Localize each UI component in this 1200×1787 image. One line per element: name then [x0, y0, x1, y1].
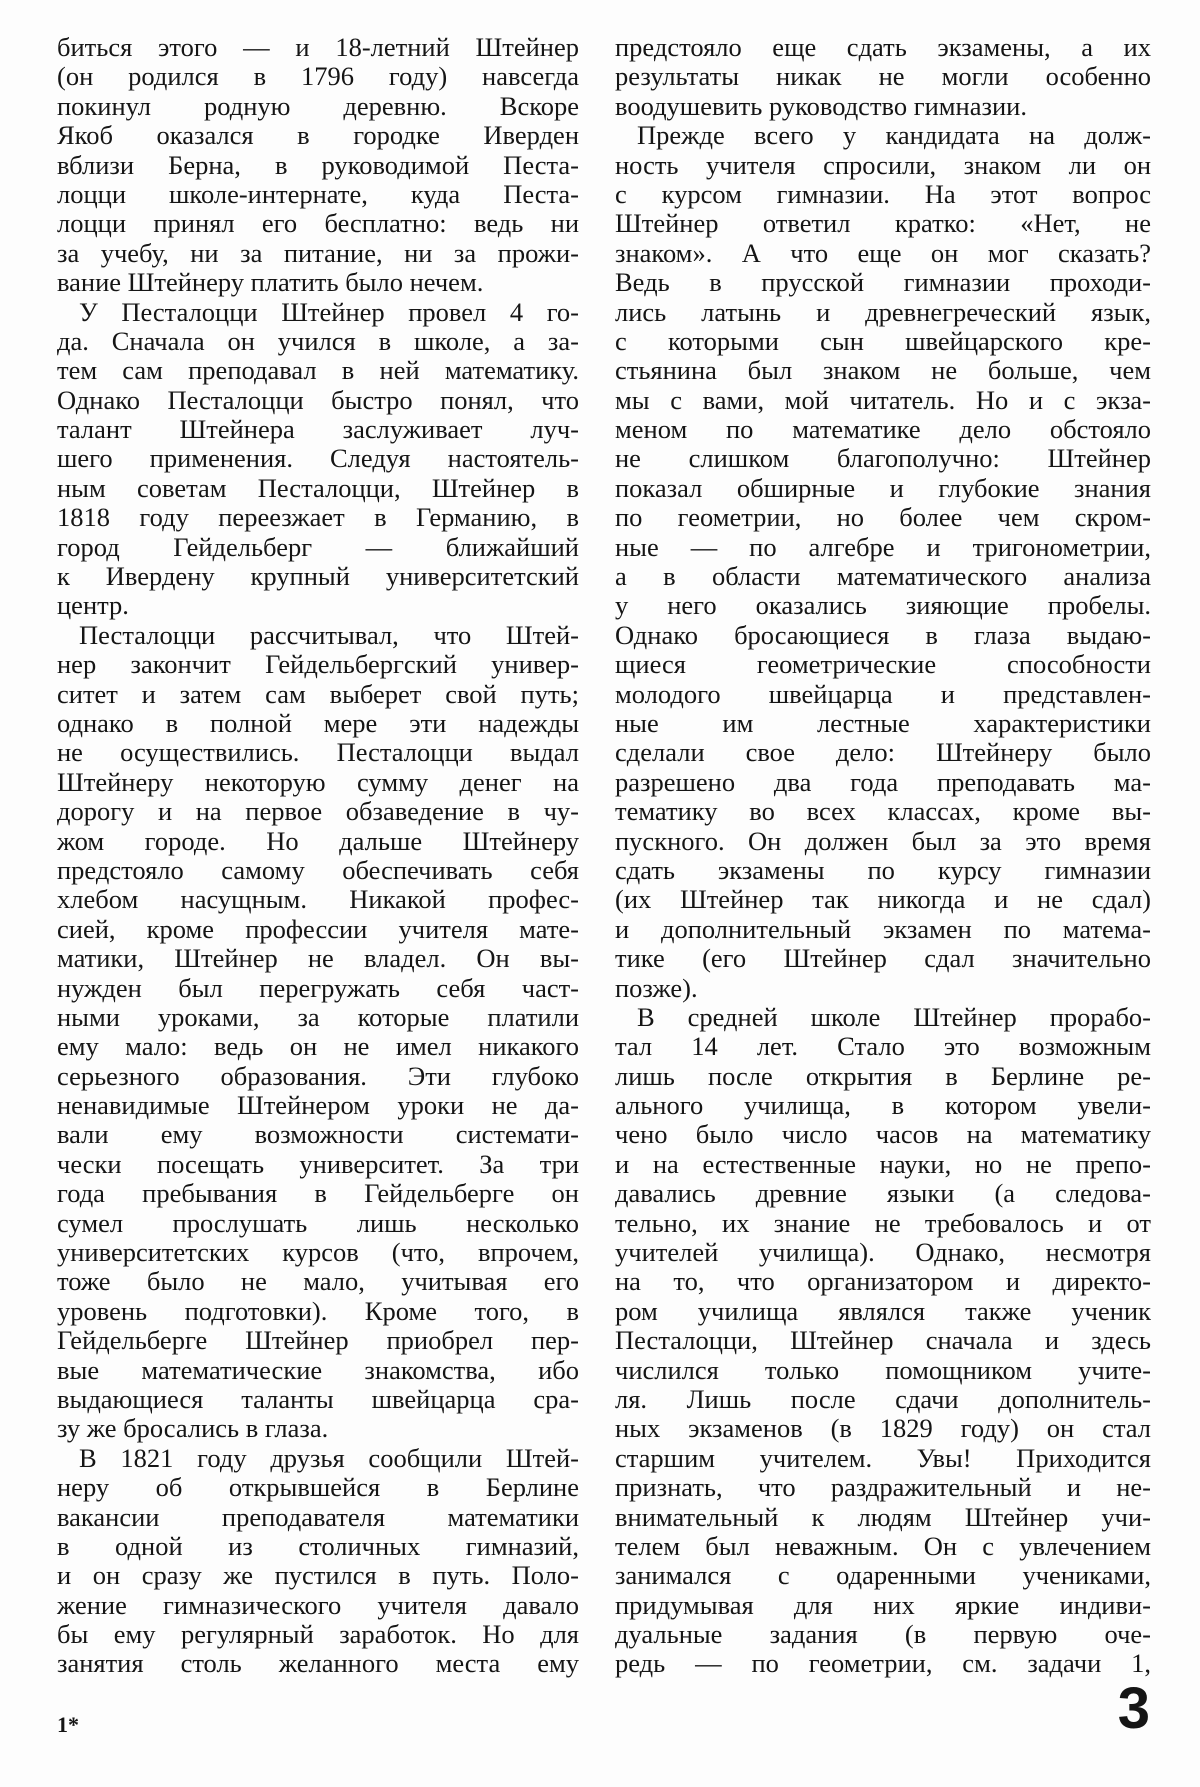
text-line: дуальные задания (в первую оче- [615, 1619, 1151, 1650]
text-line: щиеся геометрические способности [615, 649, 1151, 680]
paragraph [615, 1003, 1151, 1679]
text-line: В 1821 году друзья сообщили Штей- [79, 1442, 579, 1473]
paragraph [57, 33, 579, 298]
text-line: позже). [615, 972, 698, 1003]
text-line: У Песталоцци Штейнер провел 4 го- [79, 296, 579, 327]
text-line: на то, что организатором и директо- [615, 1266, 1151, 1297]
text-line: серьезного образования. Эти глубоко [57, 1060, 579, 1091]
text-line: телем был неважным. Он с увлечением [615, 1530, 1151, 1561]
text-line: ность учителя спросили, знаком ли он [615, 149, 1151, 180]
text-line: (он родился в 1796 году) навсегда [57, 61, 579, 92]
text-line: признать, что раздражительный и не- [615, 1472, 1151, 1503]
text-line: Песталоцци рассчитывал, что Штей- [79, 619, 579, 650]
text-line: шего применения. Следуя настоятель- [57, 443, 579, 474]
text-line: тал 14 лет. Стало это возможным [615, 1031, 1151, 1062]
text-line: результаты никак не могли особенно [615, 61, 1151, 92]
text-line: воодушевить руководство гимназии. [615, 90, 1027, 121]
text-line: лись латынь и древнегреческий язык, [615, 296, 1151, 327]
text-line: разрешено два года преподавать ма- [615, 766, 1151, 797]
text-line: тематику во всех классах, кроме вы- [615, 796, 1151, 827]
text-line: лоцци школе-интернате, куда Песта- [57, 178, 579, 209]
signature-mark: 1* [57, 1712, 79, 1737]
text-line: вые математические знакомства, ибо [57, 1354, 579, 1385]
text-line: по геометрии, но более чем скром- [615, 502, 1151, 533]
text-line: знаком». А что еще он мог сказать? [615, 237, 1151, 268]
text-line: чено было число часов на математику [615, 1119, 1151, 1150]
text-line: придумывая для них яркие индиви- [615, 1589, 1151, 1620]
text-line: Песталоцци, Штейнер сначала и здесь [615, 1325, 1151, 1356]
text-line: давались древние языки (а следова- [615, 1178, 1151, 1209]
text-line: стьянина был знаком не больше, чем [615, 355, 1151, 386]
text-line: ля. Лишь после сдачи дополнитель- [615, 1383, 1151, 1414]
text-line: в одной из столичных гимназий, [57, 1530, 579, 1561]
text-line: матики, Штейнер не владел. Он вы- [57, 943, 579, 974]
text-line: ситет и затем сам выберет свой путь; [57, 678, 579, 709]
text-line: покинул родную деревню. Вскоре [57, 90, 579, 121]
text-line: Гейдельберге Штейнер приобрел пер- [57, 1325, 579, 1356]
text-line: внимательный к людям Штейнер учи- [615, 1501, 1151, 1532]
text-line: нер закончит Гейдельбергский универ- [57, 649, 579, 680]
text-line: и он сразу же пустился в путь. Поло- [57, 1560, 579, 1591]
paragraph [57, 621, 579, 1444]
text-line: ными уроками, за которые платили [57, 1001, 579, 1032]
text-line: показал обширные и глубокие знания [615, 472, 1151, 503]
text-line: Штейнеру некоторую сумму денег на [57, 766, 579, 797]
text-line: занимался с одаренными учениками, [615, 1560, 1151, 1591]
paragraph [615, 121, 1151, 1003]
text-line: редь — по геометрии, см. задачи 1, [615, 1648, 1151, 1679]
text-line: Однако Песталоцци быстро понял, что [57, 384, 579, 415]
text-line: жом городе. Но дальше Штейнеру [57, 825, 579, 856]
text-line: хлебом насущным. Никакой профес- [57, 884, 579, 915]
text-line: не слишком благополучно: Штейнер [615, 443, 1151, 474]
text-line: тике (его Штейнер сдал значительно [615, 943, 1151, 974]
text-line: вание Штейнеру платить было нечем. [57, 267, 484, 298]
text-line: университетских курсов (что, впрочем, [57, 1237, 579, 1268]
text-line: пускного. Он должен был за это время [615, 825, 1151, 856]
text-line: тельно, их знание не требовалось и от [615, 1207, 1151, 1238]
column-right [615, 33, 1151, 1679]
paragraph [57, 1444, 579, 1679]
text-line: ненавидимые Штейнером уроки не да- [57, 1090, 579, 1121]
text-line: учителей училища). Однако, несмотря [615, 1237, 1151, 1268]
text-line: мы с вами, мой читатель. Но и с экза- [615, 384, 1151, 415]
column-left [57, 33, 579, 1679]
text-line: дорогу и на первое обзаведение в чу- [57, 796, 579, 827]
text-line: (их Штейнер так никогда и не сдал) [615, 884, 1151, 915]
text-line: однако в полной мере эти надежды [57, 707, 579, 738]
text-line: Однако бросающиеся в глаза выдаю- [615, 619, 1151, 650]
text-line: и дополнительный экзамен по матема- [615, 913, 1151, 944]
text-line: Прежде всего у кандидата на долж- [637, 120, 1151, 151]
text-line: вали ему возможности системати- [57, 1119, 579, 1150]
text-line: нужден был перегружать себя част- [57, 972, 579, 1003]
text-line: а в области математического анализа [615, 561, 1151, 592]
text-line: 1818 году переезжает в Германию, в [57, 502, 579, 533]
text-line: тем сам преподавал в ней математику. [57, 355, 579, 386]
paragraph [57, 298, 579, 621]
text-line: В средней школе Штейнер прорабо- [637, 1001, 1151, 1032]
page-number: 3 [1117, 1676, 1150, 1741]
text-line: выдающиеся таланты швейцарца сра- [57, 1383, 579, 1414]
text-line: меном по математике дело обстояло [615, 414, 1151, 445]
text-line: Якоб оказался в городке Иверден [57, 120, 579, 151]
text-line: с курсом гимназии. На этот вопрос [615, 178, 1151, 209]
text-line: город Гейдельберг — ближайший [57, 531, 579, 562]
text-line: вакансии преподавателя математики [57, 1501, 579, 1532]
text-line: талант Штейнера заслуживает луч- [57, 414, 579, 445]
text-line: биться этого — и 18-летний Штейнер [57, 32, 579, 62]
text-line: ром училища являлся также ученик [615, 1295, 1151, 1326]
text-line: уровень подготовки). Кроме того, в [57, 1295, 579, 1326]
paragraph [615, 33, 1151, 121]
text-line: бы ему регулярный заработок. Но для [57, 1619, 579, 1650]
text-line: ных экзаменов (в 1829 году) он стал [615, 1413, 1151, 1444]
text-line: у него оказались зияющие пробелы. [615, 590, 1151, 621]
text-line: сделали свое дело: Штейнеру было [615, 737, 1151, 768]
text-line: зу же бросались в глаза. [57, 1413, 329, 1444]
text-line: ального училища, в котором увели- [615, 1090, 1151, 1121]
text-line: да. Сначала он учился в школе, а за- [57, 325, 579, 356]
text-line: центр. [57, 590, 129, 621]
text-line: жение гимназического учителя давало [57, 1589, 579, 1620]
text-line: сией, кроме профессии учителя мате- [57, 913, 579, 944]
text-line: не осуществились. Песталоцци выдал [57, 737, 579, 768]
text-line: чески посещать университет. За три [57, 1148, 579, 1179]
text-line: молодого швейцарца и представлен- [615, 678, 1151, 709]
text-line: сдать экзамены по курсу гимназии [615, 854, 1151, 885]
text-line: предстояло еще сдать экзамены, а их [615, 32, 1151, 62]
text-line: ные им лестные характеристики [615, 707, 1151, 738]
text-line: года пребывания в Гейдельберге он [57, 1178, 579, 1209]
text-line: сумел прослушать лишь несколько [57, 1207, 579, 1238]
text-line: Штейнер ответил кратко: «Нет, не [615, 208, 1151, 239]
text-line: ные — по алгебре и тригонометрии, [615, 531, 1151, 562]
text-line: старшим учителем. Увы! Приходится [615, 1442, 1151, 1473]
text-line: к Ивердену крупный университетский [57, 561, 579, 592]
text-line: числился только помощником учите- [615, 1354, 1151, 1385]
text-line: вблизи Берна, в руководимой Песта- [57, 149, 579, 180]
text-line: ным советам Песталоцци, Штейнер в [57, 472, 579, 503]
text-line: и на естественные науки, но не препо- [615, 1148, 1151, 1179]
text-line: за учебу, ни за питание, ни за прожи- [57, 237, 579, 268]
text-line: лоцци принял его бесплатно: ведь ни [57, 208, 579, 239]
text-line: предстояло самому обеспечивать себя [57, 854, 579, 885]
text-line: Ведь в прусской гимназии проходи- [615, 267, 1151, 298]
text-line: тоже было не мало, учитывая его [57, 1266, 579, 1297]
text-line: лишь после открытия в Берлине ре- [615, 1060, 1151, 1091]
text-line: ему мало: ведь он не имел никакого [57, 1031, 579, 1062]
text-line: с которыми сын швейцарского кре- [615, 325, 1151, 356]
text-line: занятия столь желанного места ему [57, 1648, 579, 1679]
text-line: неру об открывшейся в Берлине [57, 1472, 579, 1503]
